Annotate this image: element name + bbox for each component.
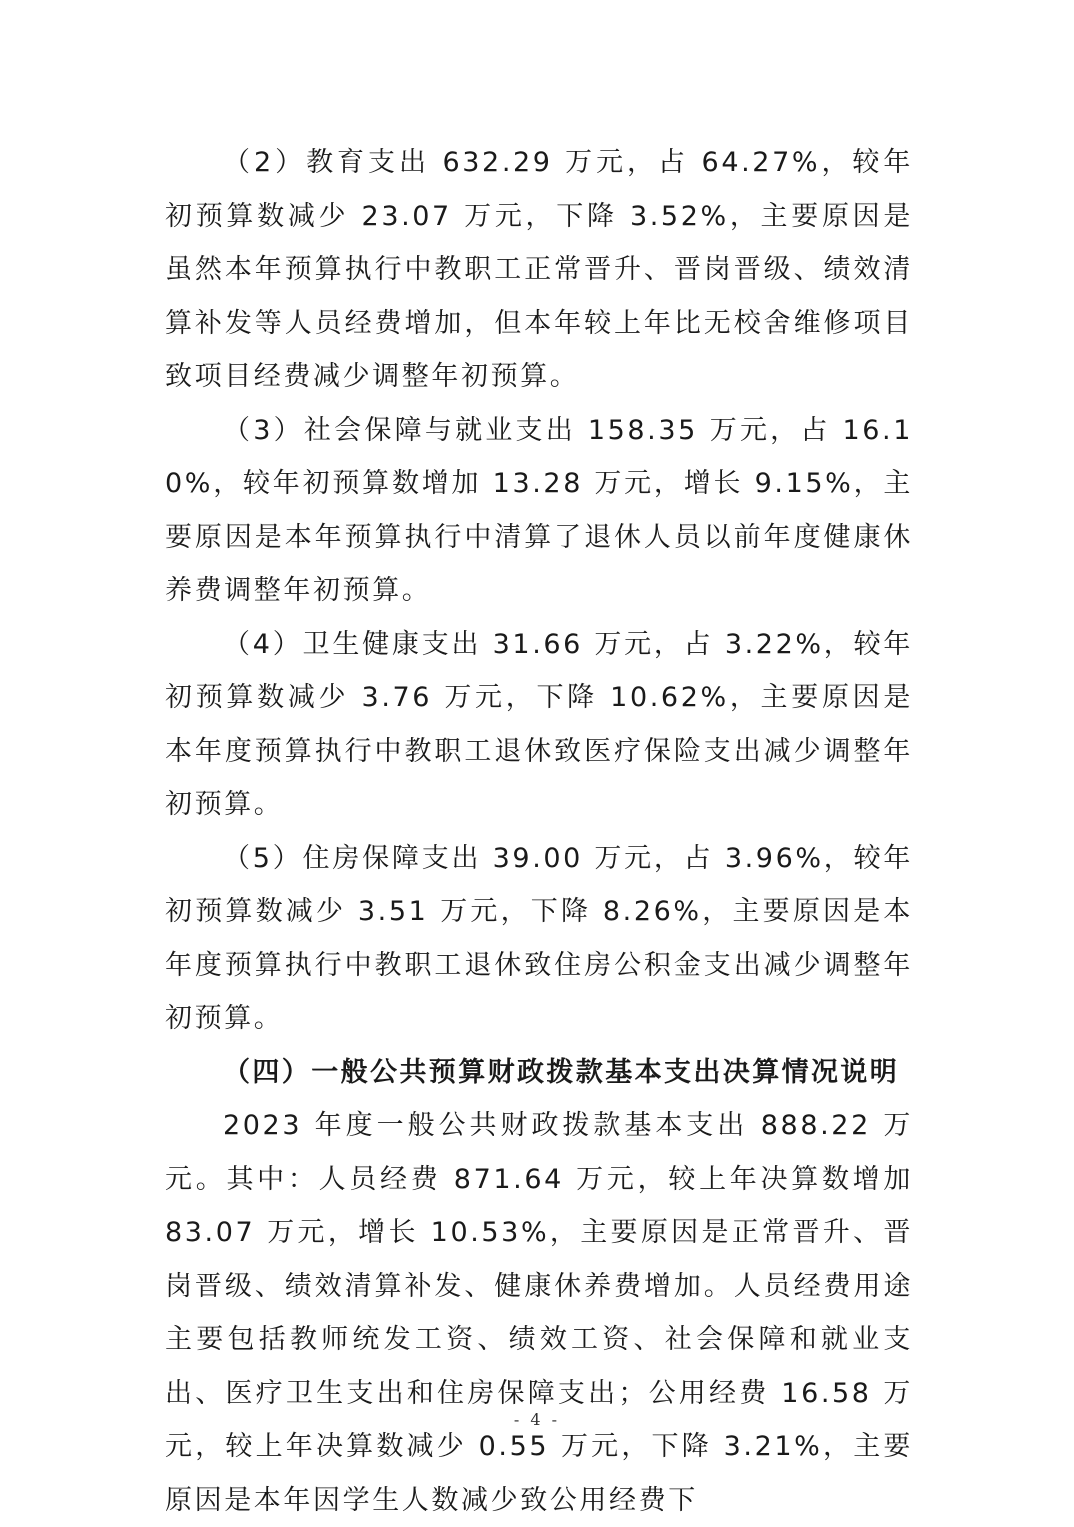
section-heading: （四）一般公共预算财政拨款基本支出决算情况说明 (223, 1056, 900, 1088)
paragraph-education-expenditure: （2）教育支出 632.29 万元，占 64.27%，较年初预算数减少 23.07 万元，下降 3.52%，主要原因是虽然本年预算执行中教职工正常晋升、晋岗晋级、绩效清算补发等人员经费增加，但本年较上年比无校舍维修项目致项目经费减少调整年初预算。 (165, 147, 913, 392)
paragraph-social-security-expenditure: （3）社会保障与就业支出 158.35 万元，占 16.10%，较年初预算数增加 13.28 万元，增长 9.15%，主要原因是本年预算执行中清算了退休人员以前年度健康休养费调整年初预算。 (165, 414, 913, 606)
paragraph-health-expenditure: （4）卫生健康支出 31.66 万元，占 3.22%，较年初预算数减少 3.76 万元，下降 10.62%，主要原因是本年度预算执行中教职工退休致医疗保险支出减少调整年初预算。 (165, 628, 913, 820)
document-body (165, 136, 913, 1527)
paragraph-housing-expenditure: （5）住房保障支出 39.00 万元，占 3.96%，较年初预算数减少 3.51 万元，下降 8.26%，主要原因是本年度预算执行中教职工退休致住房公积金支出减少调整年初预算。 (165, 842, 913, 1034)
page-number: - 4 - (513, 1410, 561, 1429)
paragraph-basic-expenditure: 2023 年度一般公共财政拨款基本支出 888.22 万元。其中：人员经费 871.64 万元，较上年决算数增加 83.07 万元，增长 10.53%，主要原因是正常晋升、晋岗晋级、绩效清算补发、健康休养费增加。人员经费用途主要包括教师统发工资、绩效工资、社会保障和就业支出、医疗卫生支出和住房保障支出；公用经费 16.58 万元，较上年决算数减少 0.55 万元，下降 3.21%，主要原因是本年因学生人数减少致公用经费下 (165, 1110, 913, 1516)
